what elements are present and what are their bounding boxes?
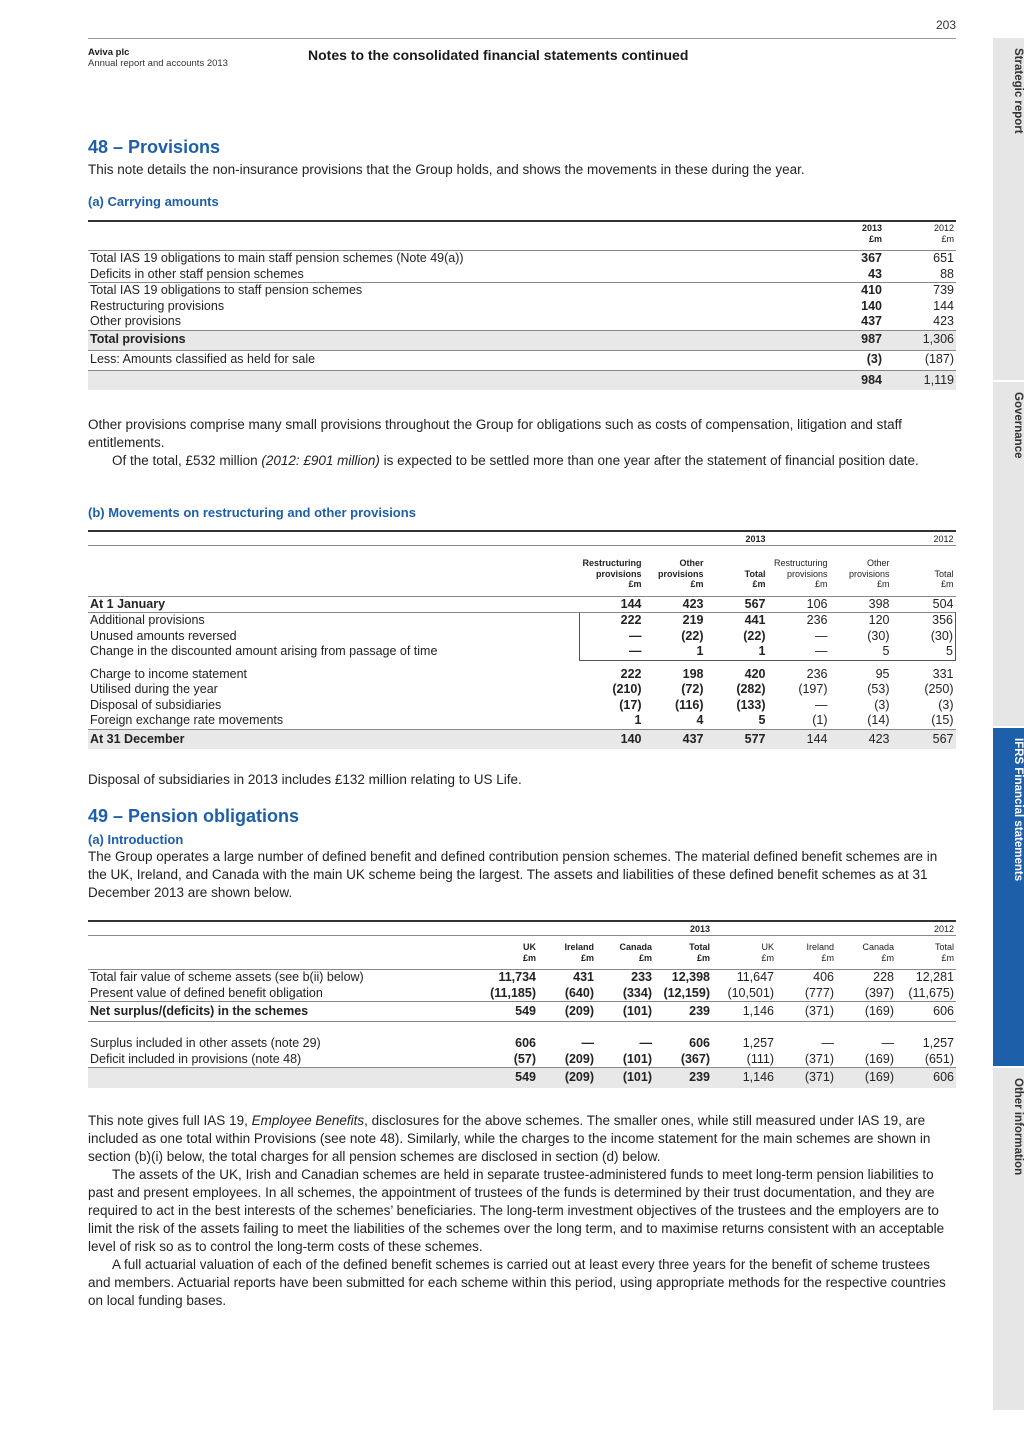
year-header-row — [88, 923, 956, 936]
note-48a-title: (a) Carrying amounts — [88, 194, 219, 209]
table-row: Additional provisions 222 219 441 236 120 356 — [88, 613, 956, 629]
note-49-title: 49 – Pension obligations — [88, 806, 300, 826]
header-rule — [88, 38, 956, 39]
year-2013: 2013 — [745, 534, 766, 544]
pension-schemes-table — [88, 923, 956, 1088]
table-row: Charge to income statement 222 198 420 236 95 331 — [90, 666, 954, 681]
side-tab-label: Other information — [1012, 1078, 1024, 1176]
table-row: Restructuring provisions 140 144 — [90, 298, 954, 313]
table-row: Surplus included in other assets (note 29) 606 — — 606 1,257 — — 1,257 — [90, 1036, 954, 1050]
table-row-net: 984 1,119 — [88, 370, 956, 390]
table-row: Other provisions 437 423 — [90, 314, 954, 328]
table-rule — [88, 530, 956, 532]
company-name: Aviva plc — [88, 47, 130, 58]
column-header-row: Restructuring provisions £m Other provisions £m Total £m Restructuring provisions £m Other provisions £m Total £m — [582, 558, 954, 589]
page-number: 203 — [935, 18, 956, 32]
table-row: Deficits in other staff pension schemes 43 88 — [90, 266, 954, 281]
table-row: Utilised during the year (210) (72) (282) (197) (53) (250) — [90, 682, 954, 696]
side-tab-other-information[interactable] — [993, 1068, 1024, 1410]
table-row: At 1 January 144 423 567 106 398 504 — [90, 596, 954, 611]
table-row: Present value of defined benefit obligation (11,185) (640) (334) (12,159) (10,501) (777) (397) (11,675) — [90, 985, 954, 1000]
year-header-row — [88, 533, 956, 546]
page-title: Notes to the consolidated financial statements continued — [308, 47, 689, 63]
note-49-body: This note gives full IAS 19, Employee Benefits, disclosures for the above schemes. The smaller ones, while still measured under IAS 19, are included as one total within Provisions (see note 48). Similarly, while the charges to the income statement for the main schemes are shown in section (b)(i) below, the total charges for all pension schemes are disclosed in section (d) below. The assets of the UK, Irish and Canadian schemes are held in separate trustee-administered funds to meet long-term pension liabilities to past and present employees. In all schemes, the appointment of trustees of the funds is determined by their trust documentation, and they are required to act in the best interests of the schemes’ beneficiaries. The long-term investment objectives of the trustees and the employers are to limit the risk of the assets failing to meet the liabilities of the schemes over the long term, and to maximise returns consistent with an acceptable level of risk so as to control the long-term costs of these schemes. A full actuarial valuation of each of the defined benefit schemes is carried out at least every three years for the benefit of scheme trustees and members. Actuarial reports have been submitted for each scheme within this period, using appropriate methods for the respective countries on local funding bases. — [88, 1113, 946, 1308]
table-row-total: Total provisions 987 1,306 — [88, 330, 956, 350]
note-49a-title: (a) Introduction — [88, 832, 184, 847]
side-tab-label: IFRS Financial statements — [1012, 738, 1024, 882]
table-row: Deficit included in provisions (note 48) (57) (209) (101) (367) (111) (371) (169) (651) — [90, 1051, 954, 1066]
table-row-total: 549 (209) (101) 239 1,146 (371) (169) 606 — [88, 1068, 956, 1088]
column-header-row: UK £m Ireland £m Canada £m Total £m UK £m Ireland £m Canada £m Total £m — [522, 942, 954, 963]
side-tab-ifrs-financial-statements[interactable] — [993, 728, 1024, 1066]
unit: £m — [941, 233, 954, 244]
movements-table — [88, 533, 956, 749]
table-row-net: Net surplus/(deficits) in the schemes 549 (209) (101) 239 1,146 (371) (169) 606 — [88, 1002, 956, 1022]
table-row: Total IAS 19 obligations to main staff pension schemes (Note 49(a)) 367 651 — [90, 251, 954, 265]
note-49-intro: The Group operates a large number of defined benefit and defined contribution pension schemes. The material defined benefit schemes are in the UK, Ireland, and Canada with the main UK scheme being the largest. The assets and liabilities of these defined benefit schemes as at 31 December 2013 are shown below. — [88, 849, 938, 900]
side-tab-governance[interactable] — [993, 382, 1024, 726]
note-48-title: 48 – Provisions — [88, 137, 221, 157]
table-rule — [88, 920, 956, 922]
note-48-intro: This note details the non-insurance provisions that the Group holds, and shows the movements in these during the year. — [88, 162, 805, 177]
year-2012: 2012 — [933, 924, 954, 934]
table-header-row — [88, 223, 956, 244]
table-row: Disposal of subsidiaries (17) (116) (133) — (3) (3) — [90, 697, 954, 712]
table-row: Less: Amounts classified as held for sale (3) (187) — [88, 350, 956, 370]
col-2012: 2012 — [933, 223, 954, 233]
year-2012: 2012 — [933, 534, 954, 544]
table-row: Unused amounts reversed — (22) (22) — (30) (30) — [88, 629, 956, 645]
note-48-para-other-provisions: Other provisions comprise many small provisions throughout the Group for obligations such as costs of compensation, litigation and staff entitlements. Of the total, £532 million (2012: £901 million) is expected to be settled more than one year after the statement of financial position date. — [88, 417, 919, 468]
side-tab-label: Strategic report — [1012, 48, 1024, 134]
col-2013: 2013 — [861, 223, 882, 233]
table-row-total: At 31 December 140 437 577 144 423 567 — [88, 729, 956, 749]
side-tab-strategic-report[interactable] — [993, 38, 1024, 380]
report-name: Annual report and accounts 2013 — [88, 58, 228, 69]
note-48-para-disposal: Disposal of subsidiaries in 2013 includes £132 million relating to US Life. — [88, 772, 522, 787]
table-row: Change in the discounted amount arising from passage of time — 1 1 — 5 5 — [88, 644, 956, 660]
carrying-amounts-table — [88, 223, 956, 390]
year-2013: 2013 — [689, 924, 710, 934]
table-row: Total fair value of scheme assets (see b(ii) below) 11,734 431 233 12,398 11,647 406 228 12,281 — [90, 970, 954, 984]
side-tab-label: Governance — [1012, 392, 1024, 459]
table-row: Foreign exchange rate movements 1 4 5 (1) (14) (15) — [90, 713, 954, 727]
note-48b-title: (b) Movements on restructuring and other provisions — [88, 505, 416, 520]
table-row: Total IAS 19 obligations to staff pension schemes 410 739 — [90, 283, 954, 297]
unit: £m — [868, 233, 882, 244]
table-rule — [88, 220, 956, 222]
